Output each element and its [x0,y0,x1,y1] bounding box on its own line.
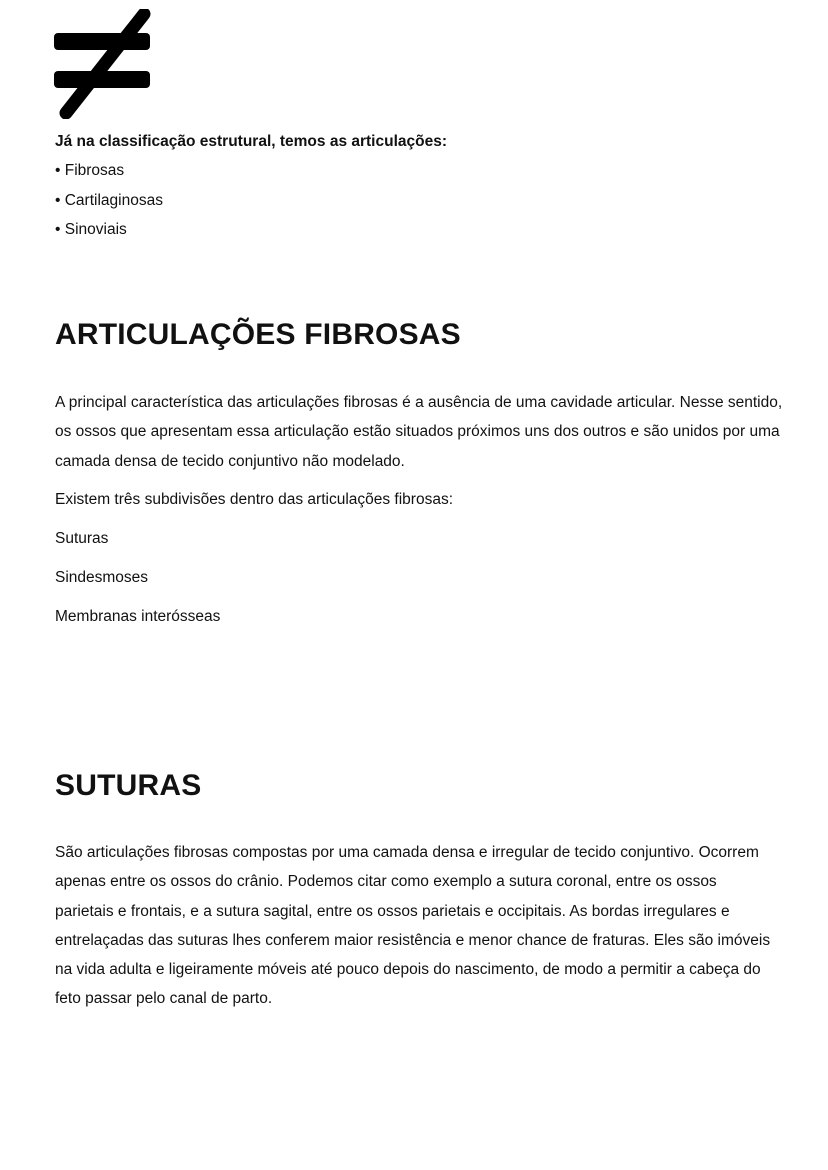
list-item-fibrosas: • Fibrosas [55,162,125,179]
type-item-suturas: Suturas [55,530,109,547]
section-title-fibrosas: ARTICULAÇÕES FIBROSAS [55,318,461,351]
paragraph-fibrosas: A principal característica das articulações fibrosas é a ausência de uma cavidade articular. Nesse sentido, os ossos que apresentam essa articulação estão situados próximos uns dos outros e são unidos por uma camada densa de tecido conjuntivo não modelado. [55,394,783,470]
intro-heading: Já na classificação estrutural, temos as articulações: [55,133,447,150]
not-equal-icon [54,9,152,119]
paragraph-suturas: São articulações fibrosas compostas por uma camada densa e irregular de tecido conjuntivo. Ocorrem apenas entre os ossos do crânio. Podemos citar como exemplo a sutura coronal, entre os ossos parietais e frontais, e a sutura sagital, entre os ossos parietais e occipitais. As bordas irregulares e entrelaçadas das suturas lhes conferem maior resistência e menor chance de fraturas. Eles são imóveis na vida adulta e ligeiramente móveis até pouco depois do nascimento, de modo a permitir a cabeça do feto passar pelo canal de parto. [55,844,771,1008]
type-item-sindesmoses: Sindesmoses [55,569,149,586]
type-item-membranas: Membranas interósseas [55,608,221,625]
subdivisions-intro: Existem três subdivisões dentro das articulações fibrosas: [55,491,454,508]
list-item-sinoviais: • Sinoviais [55,221,127,238]
list-item-cartilaginosas: • Cartilaginosas [55,192,163,209]
section-title-suturas: SUTURAS [55,769,202,802]
